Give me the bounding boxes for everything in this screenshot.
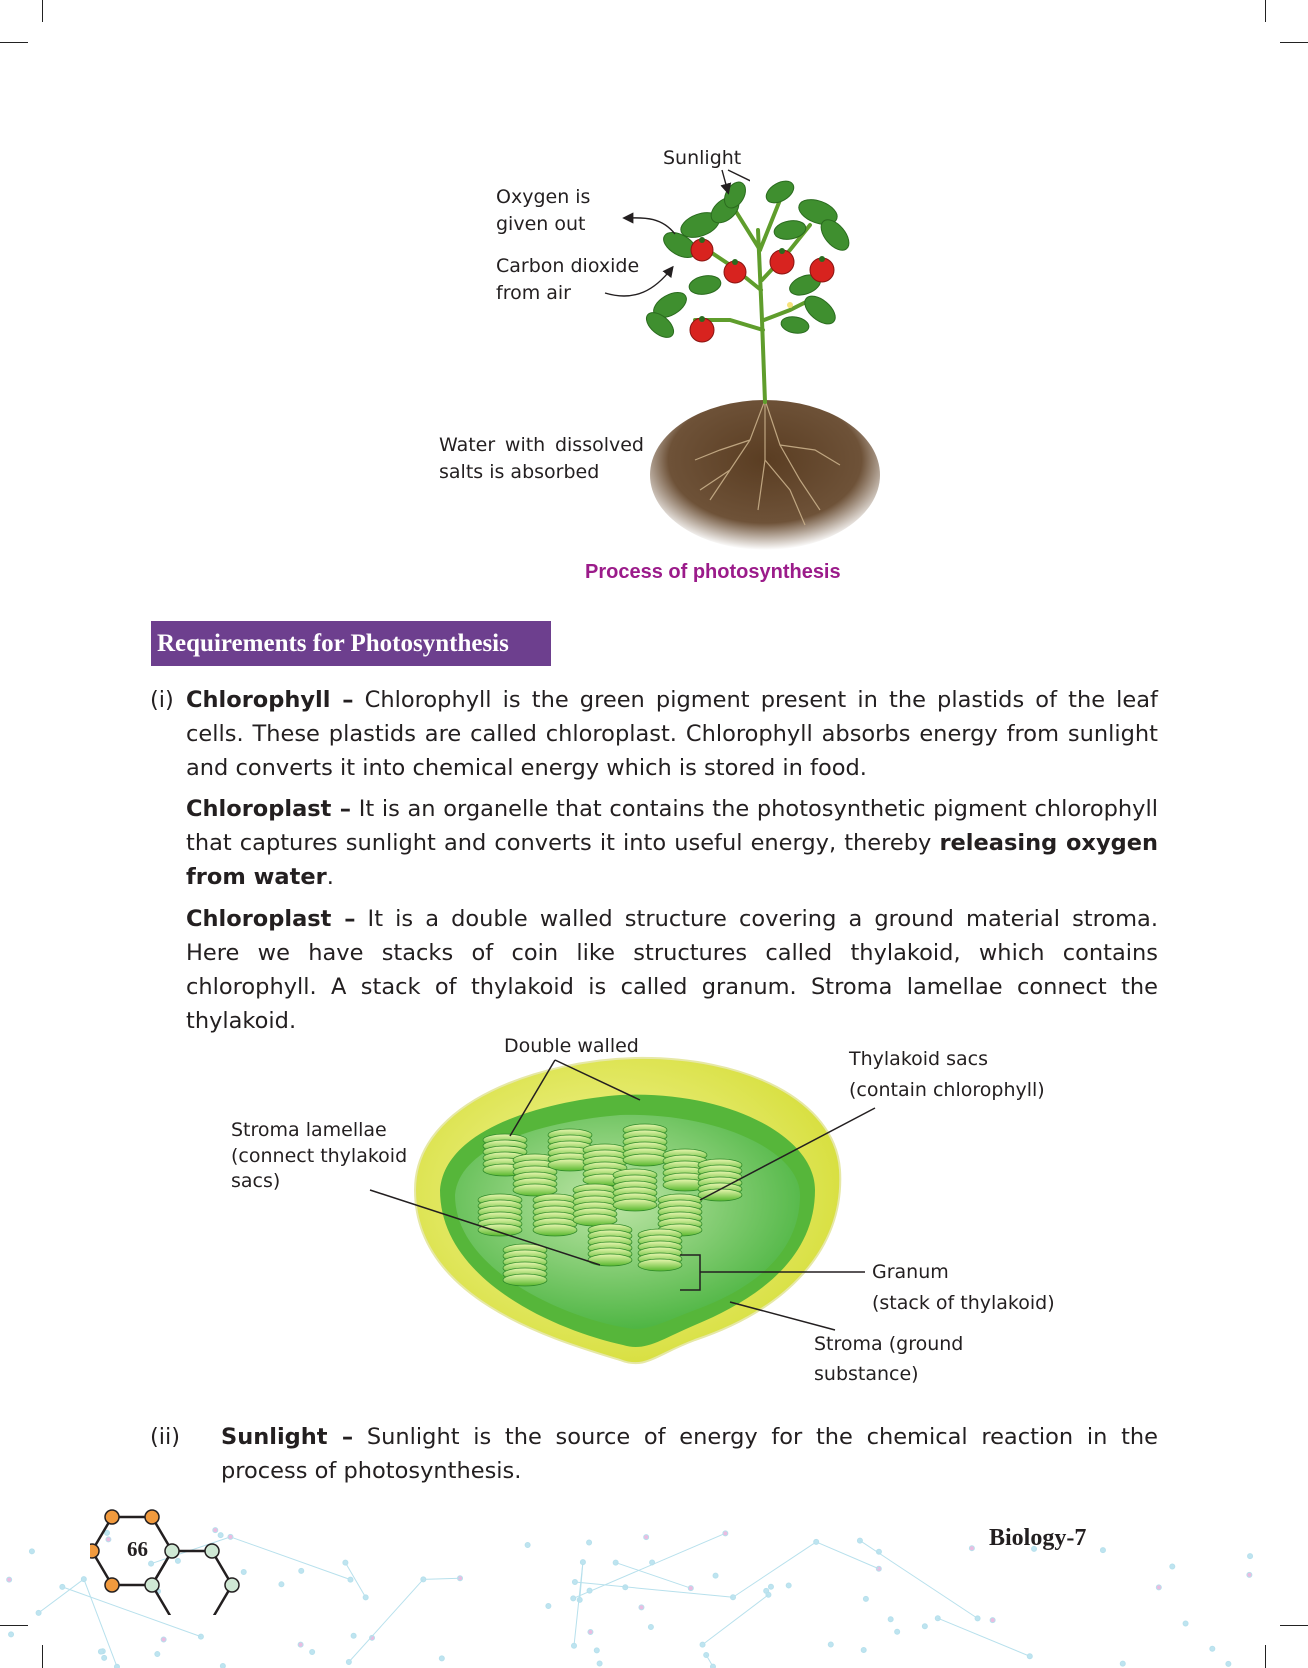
molecule-node: [577, 1597, 582, 1602]
molecule-bond: [860, 1541, 978, 1619]
molecule-node: [299, 1568, 304, 1573]
item-number: (ii): [150, 1424, 181, 1450]
crop-mark: [1280, 42, 1308, 43]
molecule-node: [98, 1649, 103, 1654]
oxygen-label: Oxygen is given out: [496, 186, 591, 235]
molecule-node: [102, 1655, 107, 1660]
molecule-node: [1247, 1572, 1252, 1577]
molecule-node: [700, 1642, 705, 1647]
granum-label: Granum: [872, 1261, 949, 1283]
molecule-node: [1226, 1661, 1231, 1666]
molecule-node: [713, 1573, 718, 1578]
molecule-node: [786, 1583, 791, 1588]
thylakoid-sublabel: (contain chlorophyll): [849, 1079, 1045, 1101]
emphasis: releasing oxygen from water: [186, 830, 1158, 890]
molecule-node: [1100, 1548, 1105, 1553]
molecule-node: [155, 1652, 160, 1657]
molecule-node: [1170, 1564, 1175, 1569]
term: Chloroplast –: [186, 906, 356, 932]
thylakoid-label: Thylakoid sacs: [849, 1048, 989, 1070]
molecule-node: [588, 1629, 593, 1634]
molecule-bond: [349, 1579, 423, 1662]
molecule-node: [613, 1560, 618, 1565]
page-number: 66: [127, 1537, 148, 1561]
molecule-node: [343, 1560, 348, 1565]
molecule-node: [7, 1577, 12, 1582]
hexagon-badge: [90, 1505, 250, 1615]
molecule-node: [1156, 1585, 1161, 1590]
molecule-node: [580, 1560, 585, 1565]
sunlight-paragraph: [221, 1420, 1158, 1488]
molecule-node: [348, 1577, 353, 1582]
molecule-node: [587, 1588, 592, 1593]
book-title: Biology-7: [989, 1525, 1087, 1551]
section-heading: Requirements for Photosynthesis: [151, 621, 551, 666]
molecule-bond: [423, 1578, 460, 1579]
double-walled-label: Double walled: [504, 1035, 639, 1057]
molecule-node: [546, 1603, 551, 1608]
molecule-bond: [733, 1542, 816, 1597]
molecule-node: [710, 1664, 715, 1668]
molecule-node: [161, 1637, 166, 1642]
molecule-node: [571, 1596, 576, 1601]
molecule-node: [922, 1624, 927, 1629]
granum-sublabel: (stack of thylakoid): [872, 1292, 1055, 1314]
molecule-node: [814, 1539, 819, 1544]
molecule-node: [587, 1540, 592, 1545]
molecule-node: [1120, 1661, 1125, 1666]
water-label: Water with dissolved salts is absorbed: [439, 434, 644, 483]
term: Chlorophyll –: [186, 687, 354, 713]
molecule-node: [644, 1535, 649, 1540]
stroma-lamellae-sublabel: (connect thylakoid: [231, 1145, 408, 1167]
sunlight-label: Sunlight: [663, 147, 742, 169]
molecule-bond: [703, 1595, 769, 1645]
molecule-node: [1027, 1654, 1032, 1659]
paragraph-text: .: [326, 864, 334, 890]
molecule-node: [9, 1632, 14, 1637]
chloroplast-paragraph-2: [186, 902, 1158, 1038]
molecule-node: [863, 1596, 868, 1601]
molecule-node: [36, 1610, 41, 1615]
molecule-node: [861, 1648, 866, 1653]
molecule-node: [351, 1633, 356, 1638]
molecule-bond: [573, 1533, 725, 1598]
molecule-node: [346, 1659, 351, 1664]
molecule-node: [975, 1616, 980, 1621]
molecule-node: [60, 1584, 65, 1589]
molecule-node: [1248, 1554, 1253, 1559]
crop-mark: [42, 0, 43, 22]
molecule-node: [1210, 1646, 1215, 1651]
molecule-bond: [574, 1562, 583, 1646]
molecule-node: [597, 1661, 602, 1666]
molecule-node: [1183, 1621, 1188, 1626]
chloroplast-paragraph-1: [186, 792, 1158, 894]
stroma-sublabel: substance): [814, 1363, 919, 1385]
molecule-node: [688, 1586, 693, 1591]
figure-caption: Process of photosynthesis: [585, 561, 841, 583]
paragraph-text: Chlorophyll is the green pigment present in the plastids of the leaf cells. These plastids are called chloroplast. Chlorophyll absorbs energy from sunlight and converts it into chemical energy which is stored in food.: [186, 687, 1158, 781]
crop-mark: [1265, 0, 1266, 22]
molecule-node: [639, 1605, 644, 1610]
molecule-node: [81, 1577, 86, 1582]
molecule-node: [594, 1648, 599, 1653]
stroma-lamellae-label: Stroma lamellae: [231, 1119, 387, 1141]
molecule-node: [439, 1656, 444, 1661]
stroma-lamellae-sublabel: sacs): [231, 1170, 281, 1192]
stroma-label: Stroma (ground: [814, 1333, 964, 1355]
paragraph-text: It is a double walled structure covering a ground material stroma. Here we have stacks of coin like structures called thylakoid, which contains chlorophyll. A stack of thylakoid is called granum. Stroma lamellae connect the thylakoid.: [186, 906, 1158, 1034]
term: Sunlight –: [221, 1424, 354, 1450]
molecule-node: [298, 1642, 303, 1647]
item-number: (i): [150, 687, 174, 713]
molecule-node: [648, 1624, 653, 1629]
molecule-bond: [575, 1582, 733, 1597]
molecule-node: [310, 1650, 315, 1655]
molecule-node: [363, 1595, 368, 1600]
molecule-node: [114, 1664, 119, 1668]
molecule-node: [888, 1617, 893, 1622]
molecule-node: [525, 1543, 530, 1548]
molecule-node: [571, 1643, 576, 1648]
molecule-node: [895, 1629, 900, 1634]
paragraph-text: Sunlight is the source of energy for the chemical reaction in the process of photosynthesis.: [221, 1424, 1158, 1484]
molecule-node: [29, 1549, 34, 1554]
molecule-bond: [938, 1618, 1030, 1656]
molecule-node: [828, 1642, 833, 1647]
term: Chloroplast –: [186, 796, 352, 822]
molecule-node: [990, 1618, 995, 1623]
molecule-node: [723, 1531, 728, 1536]
molecule-node: [220, 1664, 225, 1668]
molecule-node: [572, 1580, 577, 1585]
paragraph-text: It is an organelle that contains the photosynthetic pigment chlorophyll that captures sunlight and converts it into useful energy, thereby: [186, 796, 1158, 856]
chlorophyll-paragraph: [186, 683, 1158, 785]
molecule-node: [279, 1582, 284, 1587]
molecule-node: [768, 1584, 773, 1589]
molecule-node: [969, 1546, 974, 1551]
crop-mark: [0, 42, 28, 43]
molecule-bond: [816, 1542, 879, 1569]
carbon-dioxide-label: Carbon dioxide from air: [496, 255, 640, 304]
